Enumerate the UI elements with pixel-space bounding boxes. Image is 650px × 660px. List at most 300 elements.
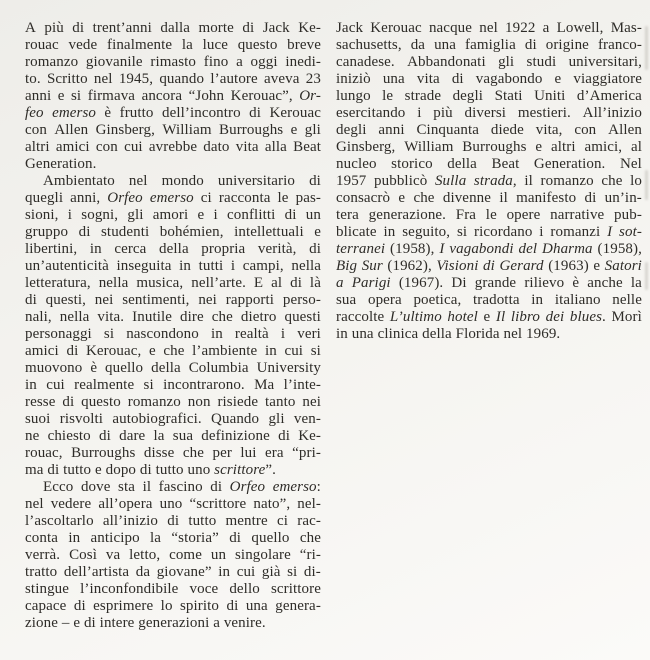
word: cui	[124, 139, 143, 155]
word: più	[433, 105, 453, 121]
word: in	[210, 326, 223, 342]
text-line	[336, 54, 642, 71]
word: luce	[202, 37, 228, 53]
word: capace	[25, 598, 67, 614]
word: nel-	[297, 496, 321, 512]
text-line	[336, 207, 642, 224]
word: i	[417, 105, 422, 121]
word: All’inizio	[582, 105, 642, 121]
word: questi,	[45, 292, 86, 308]
word: un	[210, 547, 227, 563]
word: trent’anni	[92, 20, 152, 36]
word: spirito	[180, 598, 220, 614]
text-line	[25, 173, 321, 190]
word: chiesto	[47, 428, 91, 444]
text-line	[25, 156, 321, 173]
word: di	[167, 513, 180, 529]
word: L’ultimo	[389, 309, 442, 325]
text-line	[25, 309, 321, 326]
word: cui	[46, 377, 65, 393]
word: dato	[203, 139, 230, 155]
word: Or-	[299, 88, 321, 104]
word: di	[25, 292, 37, 308]
word: e	[314, 224, 321, 240]
word: Gerard	[499, 258, 544, 274]
text-line	[25, 615, 321, 632]
word: musica,	[136, 275, 184, 291]
word: si	[103, 326, 115, 342]
word: la	[153, 428, 165, 444]
word: all’opera	[98, 496, 153, 512]
text-line	[25, 479, 321, 496]
word: William	[162, 122, 212, 138]
word: tratto	[25, 564, 58, 580]
text-line	[25, 530, 321, 547]
word: gli	[498, 54, 515, 70]
word: un’in-	[604, 190, 642, 206]
word: i	[280, 326, 286, 342]
text-line	[25, 394, 321, 411]
word: conta	[25, 530, 58, 546]
word: cui	[284, 343, 304, 359]
word: anticipo	[90, 530, 140, 546]
word: che	[211, 309, 233, 325]
word: dietro	[240, 309, 277, 325]
word: diversi	[464, 105, 507, 121]
word: come	[169, 547, 202, 563]
word: nucleo	[336, 156, 377, 172]
word: degli	[336, 122, 367, 138]
word: di	[284, 207, 297, 223]
word: i	[539, 224, 544, 240]
text-line	[336, 275, 642, 292]
word: universitario	[217, 173, 295, 189]
word: gli	[127, 207, 144, 223]
text-line	[25, 581, 321, 598]
word: l’inte-	[283, 377, 321, 393]
word: lo	[160, 598, 173, 614]
word: consacrò	[336, 190, 391, 206]
text-line	[25, 360, 321, 377]
word: i	[230, 258, 236, 274]
word: blues.	[569, 309, 606, 325]
word: nel	[25, 496, 44, 512]
word: Di	[451, 275, 467, 291]
word: una	[351, 326, 374, 342]
word: aveva	[264, 71, 300, 87]
word: (1963)	[548, 258, 589, 274]
word: viaggiatore	[573, 71, 642, 87]
word: e	[483, 309, 491, 325]
word: E	[253, 275, 264, 291]
word: il	[524, 173, 533, 189]
left-text-column	[25, 20, 321, 632]
word: di	[309, 241, 321, 257]
word: risvolti	[59, 411, 104, 427]
word: quegli	[25, 190, 64, 206]
word: sua	[336, 292, 357, 308]
word: Nel	[619, 156, 642, 172]
word: vagabondo	[475, 71, 543, 87]
word: le	[485, 207, 497, 223]
text-line	[25, 547, 321, 564]
word: dire	[180, 309, 204, 325]
word: Columbia	[188, 360, 249, 376]
word: cerca	[114, 241, 147, 257]
word: emerso	[149, 190, 194, 206]
word: questi	[284, 309, 321, 325]
word: di	[72, 20, 85, 36]
word: in	[383, 224, 396, 240]
word: oggi	[250, 54, 278, 70]
word: nei	[302, 394, 321, 410]
word: a	[213, 615, 220, 631]
word: venire.	[223, 615, 266, 631]
word: I	[607, 224, 613, 240]
word: amici,	[584, 139, 623, 155]
word: vita	[235, 139, 259, 155]
word: opere	[506, 207, 541, 223]
word: Il	[495, 309, 506, 325]
word: va	[105, 547, 121, 563]
word: blicate	[336, 224, 377, 240]
word: tradotta	[472, 292, 520, 308]
text-line	[25, 224, 321, 241]
text-line	[25, 513, 321, 530]
text-line	[336, 105, 642, 122]
word: canadese.	[336, 54, 395, 70]
word: uno	[187, 462, 211, 478]
word: manifesto	[516, 190, 577, 206]
word: da	[135, 564, 151, 580]
word: vede	[68, 37, 98, 53]
word: anche	[587, 275, 623, 291]
word: nel	[503, 326, 523, 342]
word: gruppo	[25, 224, 69, 240]
word: nella	[98, 275, 129, 291]
word: esprimere	[93, 598, 154, 614]
word: campi,	[242, 258, 284, 274]
word: ci	[200, 190, 212, 206]
word: opera	[367, 292, 402, 308]
word: Kerouac	[269, 105, 321, 121]
word: Sulla	[434, 173, 467, 189]
word: l’ambiente	[192, 343, 258, 359]
word: nato”,	[253, 496, 291, 512]
word: feo	[25, 105, 44, 121]
word: degli	[452, 88, 484, 104]
text-line	[25, 88, 321, 105]
word: che	[601, 173, 623, 189]
word: libertini,	[25, 241, 78, 257]
right-text-column	[336, 20, 642, 343]
word: gli	[268, 411, 285, 427]
word: “storia”	[171, 530, 219, 546]
word: anni,	[70, 190, 101, 206]
word: al	[630, 139, 642, 155]
word: zione	[25, 615, 58, 631]
word: di	[99, 428, 111, 444]
word: dopo	[105, 462, 137, 478]
word: frutto	[119, 105, 154, 121]
word: avrebbe	[148, 139, 198, 155]
word: scrittore	[270, 581, 321, 597]
word: quello	[105, 360, 144, 376]
word: in	[25, 377, 37, 393]
word: nali,	[25, 309, 52, 325]
word: Abbandonati	[407, 54, 486, 70]
word: Mas-	[610, 20, 642, 36]
word: I	[439, 241, 445, 257]
text-line	[25, 258, 321, 275]
word: Florida	[455, 326, 500, 342]
word: questo	[81, 394, 121, 410]
word: personaggi	[25, 326, 92, 342]
word: e	[535, 139, 543, 155]
word: Generation.	[533, 156, 606, 172]
word: Allen	[54, 122, 89, 138]
text-line	[336, 139, 642, 156]
word: Visioni	[436, 258, 479, 274]
text-line	[336, 190, 642, 207]
word: è	[572, 275, 580, 291]
word: e	[593, 258, 601, 274]
word: 1945,	[118, 71, 154, 87]
word: vita.	[97, 309, 125, 325]
word: Satori	[604, 258, 642, 274]
text-line	[25, 343, 321, 360]
word: Inutile	[132, 309, 173, 325]
word: vita	[416, 71, 440, 87]
word: in	[336, 326, 348, 342]
word: e	[554, 71, 562, 87]
word: romanzo	[25, 54, 79, 70]
word: divenne	[442, 190, 492, 206]
word: della	[422, 326, 452, 342]
word: verrà.	[25, 547, 61, 563]
word: con	[25, 122, 47, 138]
word: una	[434, 37, 457, 53]
word: disse	[143, 445, 175, 461]
word: rouac,	[25, 445, 63, 461]
word: (1958),	[390, 241, 435, 257]
word: seguito,	[402, 224, 451, 240]
word: di	[584, 190, 597, 206]
word: voce	[189, 581, 219, 597]
word: Morì	[611, 309, 642, 325]
word: scrittore”.	[214, 462, 276, 478]
word: University	[256, 360, 321, 376]
word: Così	[69, 547, 97, 563]
word: cui	[236, 564, 256, 580]
word: Ambientato	[43, 173, 115, 189]
word: muovono	[25, 360, 83, 376]
word: che	[163, 343, 185, 359]
word: fino	[203, 54, 229, 70]
word: diede	[490, 122, 524, 138]
word: verità,	[257, 241, 297, 257]
word: l’inconfondibile	[80, 581, 179, 597]
word: Burroughs	[71, 445, 136, 461]
word: con	[574, 122, 597, 138]
word: (1958),	[597, 241, 642, 257]
word: Kerouac	[370, 20, 422, 36]
word: mestieri.	[517, 105, 571, 121]
word: e	[290, 122, 298, 138]
word: non	[187, 394, 211, 410]
word: Allen	[608, 122, 642, 138]
word: Jack	[262, 20, 290, 36]
word: di	[242, 20, 255, 36]
word: giovanile	[85, 54, 143, 70]
word: di	[249, 105, 262, 121]
word: strade	[404, 88, 442, 104]
word: le	[382, 88, 394, 104]
text-line	[336, 173, 642, 190]
word: i	[213, 207, 218, 223]
word: era	[265, 445, 284, 461]
text-line	[25, 105, 321, 122]
text-line	[336, 156, 642, 173]
word: –	[61, 615, 70, 631]
word: veri	[297, 326, 321, 342]
word: di	[78, 224, 91, 240]
word: “ri-	[299, 547, 321, 563]
word: vagabondi	[449, 241, 514, 257]
word: rimasto	[150, 54, 197, 70]
text-line	[25, 326, 321, 343]
word: pas-	[295, 190, 321, 206]
text-line	[25, 496, 321, 513]
word: è	[104, 105, 112, 121]
word: singolare	[234, 547, 291, 563]
word: l’ascoltarlo	[25, 513, 94, 529]
word: Ecco	[43, 479, 74, 495]
word: Ke-	[298, 20, 321, 36]
word: emerso	[52, 105, 96, 121]
word: dalla	[160, 20, 190, 36]
scan-artifact	[645, 170, 648, 200]
word: realmente	[74, 377, 135, 393]
word: A	[25, 20, 36, 36]
word: firmava	[87, 88, 136, 104]
word: in	[218, 564, 231, 580]
word: ma	[25, 462, 44, 478]
word: in	[68, 530, 81, 546]
word: di-	[303, 564, 321, 580]
word: libro	[510, 309, 540, 325]
word: genera-	[275, 598, 321, 614]
word: Orfeo	[107, 190, 143, 206]
word: 1922	[505, 20, 536, 36]
word: la	[150, 530, 162, 546]
word: Fra	[455, 207, 477, 223]
word: grande	[474, 275, 517, 291]
word: sot-	[619, 224, 642, 240]
word: di	[226, 598, 239, 614]
text-line	[25, 598, 321, 615]
word: Burroughs	[219, 122, 284, 138]
word: nell’arte.	[191, 275, 246, 291]
word: tutto	[63, 462, 92, 478]
text-line	[336, 71, 642, 88]
word: italiano	[554, 292, 601, 308]
word: dei	[545, 309, 565, 325]
word: Ginsberg,	[95, 122, 155, 138]
word: sioni,	[25, 207, 59, 223]
word: definizione	[201, 428, 270, 444]
word: Quando	[211, 411, 260, 427]
word: amori	[152, 207, 189, 223]
word: suoi	[25, 411, 51, 427]
word: famiglia	[465, 37, 516, 53]
word: si	[71, 88, 82, 104]
word: già	[261, 564, 281, 580]
word: al	[271, 275, 283, 291]
word: to.	[25, 71, 41, 87]
word: letto,	[129, 547, 161, 563]
word: realtà	[234, 326, 269, 342]
word: una	[382, 71, 405, 87]
word: breve	[287, 37, 321, 53]
text-line	[25, 564, 321, 581]
word: Cinquanta	[416, 122, 480, 138]
text-line	[25, 139, 321, 156]
word: Jack	[336, 20, 364, 36]
word: Beat	[491, 156, 520, 172]
word: intere	[99, 615, 135, 631]
word: il	[142, 479, 152, 495]
word: per	[212, 445, 232, 461]
word: William	[404, 139, 454, 155]
word: conflitti	[227, 207, 276, 223]
word: nel	[128, 173, 148, 189]
word: ricordano	[474, 224, 533, 240]
word: racconta	[218, 190, 271, 206]
word: pub-	[614, 207, 642, 223]
word: è	[90, 360, 98, 376]
word: stingue	[25, 581, 70, 597]
word: rac-	[297, 513, 321, 529]
text-line	[25, 37, 321, 54]
word: alla	[264, 139, 287, 155]
word: e	[197, 207, 205, 223]
text-line	[25, 428, 321, 445]
word: di	[66, 343, 79, 359]
word: si	[310, 343, 321, 359]
word: un’autenticità	[25, 258, 109, 274]
word: Ke-	[298, 428, 321, 444]
word: di	[210, 479, 223, 495]
text-line	[336, 241, 642, 258]
word: con	[95, 139, 118, 155]
text-line	[25, 275, 321, 292]
word: tutti	[198, 258, 224, 274]
word: dello	[229, 581, 260, 597]
word: e	[148, 343, 156, 359]
word: nei	[198, 292, 217, 308]
word: di	[73, 598, 86, 614]
word: in	[531, 292, 544, 308]
word: di	[83, 615, 96, 631]
word: ne	[25, 428, 40, 444]
word: all’inizio	[102, 513, 159, 529]
word: terranei	[336, 241, 386, 257]
word: esercitando	[336, 105, 406, 121]
word: risiede	[217, 394, 259, 410]
text-line	[336, 20, 642, 37]
word: di	[483, 258, 495, 274]
